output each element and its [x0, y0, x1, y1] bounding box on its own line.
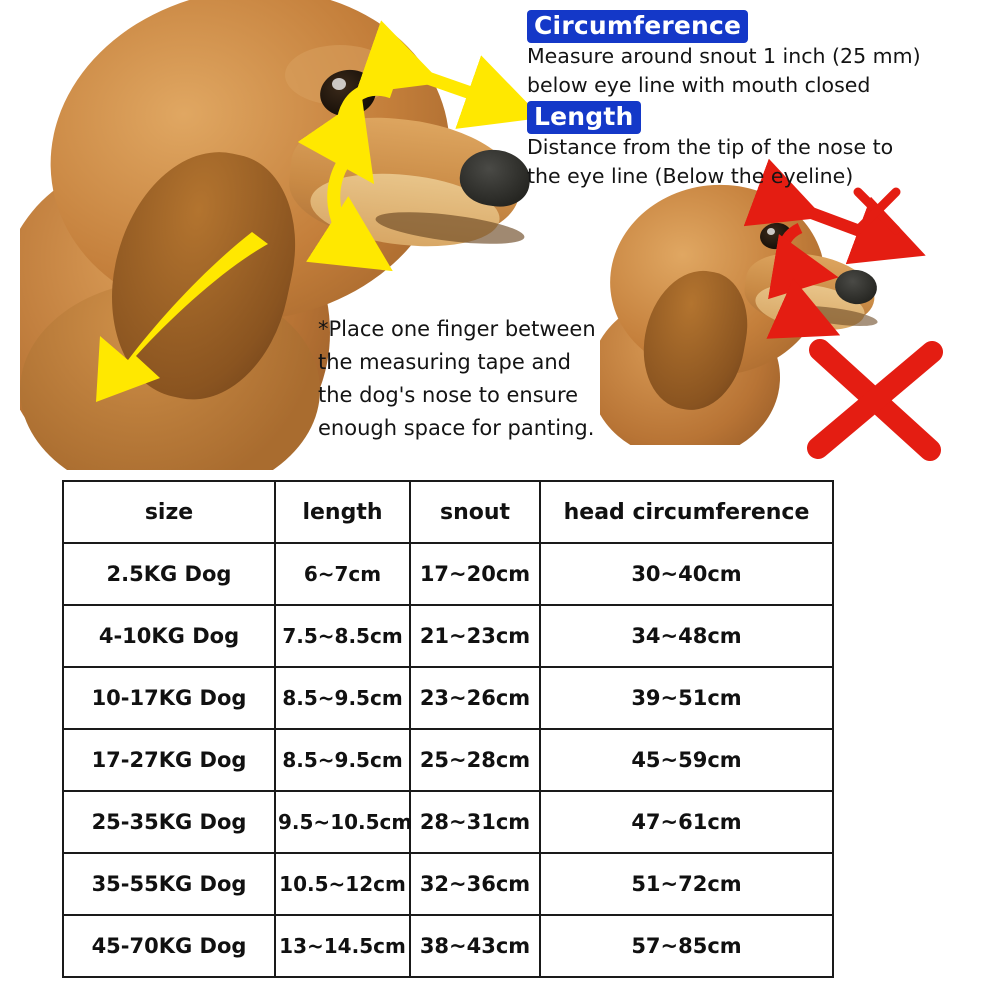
column-header-size: size	[63, 481, 275, 543]
cell-snout: 28~31cm	[410, 791, 540, 853]
description-circumference	[527, 42, 921, 100]
length-desc-line2: the eye line (Below the eyeline)	[527, 164, 854, 188]
description-length	[527, 133, 893, 191]
cell-length: 10.5~12cm	[275, 853, 410, 915]
table-row	[63, 605, 833, 667]
table-row	[63, 729, 833, 791]
cell-snout: 17~20cm	[410, 543, 540, 605]
measurement-illustration	[0, 0, 1000, 470]
cell-head-circumference: 47~61cm	[540, 791, 833, 853]
column-header-snout: snout	[410, 481, 540, 543]
note-line-3: the dog's nose to ensure	[318, 383, 579, 407]
cell-length: 8.5~9.5cm	[275, 729, 410, 791]
panting-note	[318, 313, 596, 445]
cell-length: 9.5~10.5cm	[275, 791, 410, 853]
label-length: Length	[527, 101, 641, 134]
dog-eye-highlight	[332, 78, 346, 90]
cell-snout: 32~36cm	[410, 853, 540, 915]
column-header-head-circumference: head circumference	[540, 481, 833, 543]
cell-size: 35-55KG Dog	[63, 853, 275, 915]
cell-snout: 21~23cm	[410, 605, 540, 667]
circumference-desc-line1: Measure around snout 1 inch (25 mm)	[527, 44, 921, 68]
cell-size: 25-35KG Dog	[63, 791, 275, 853]
cell-snout: 23~26cm	[410, 667, 540, 729]
cell-snout: 38~43cm	[410, 915, 540, 977]
cell-length: 6~7cm	[275, 543, 410, 605]
cell-head-circumference: 39~51cm	[540, 667, 833, 729]
cell-length: 7.5~8.5cm	[275, 605, 410, 667]
cell-size: 45-70KG Dog	[63, 915, 275, 977]
column-header-length: length	[275, 481, 410, 543]
dog-eye-highlight-small	[767, 228, 775, 235]
cell-head-circumference: 30~40cm	[540, 543, 833, 605]
cell-length: 13~14.5cm	[275, 915, 410, 977]
note-line-2: the measuring tape and	[318, 350, 571, 374]
size-chart-table	[62, 480, 834, 978]
note-line-1: *Place one finger between	[318, 317, 596, 341]
circumference-desc-line2: below eye line with mouth closed	[527, 73, 871, 97]
cell-snout: 25~28cm	[410, 729, 540, 791]
cell-head-circumference: 57~85cm	[540, 915, 833, 977]
cell-head-circumference: 51~72cm	[540, 853, 833, 915]
length-desc-line1: Distance from the tip of the nose to	[527, 135, 894, 159]
label-circumference: Circumference	[527, 10, 748, 43]
dog-head-illustration-small	[600, 175, 890, 445]
cell-head-circumference: 34~48cm	[540, 605, 833, 667]
cell-size: 10-17KG Dog	[63, 667, 275, 729]
cell-size: 4-10KG Dog	[63, 605, 275, 667]
table-row	[63, 853, 833, 915]
table-header-row	[63, 481, 833, 543]
note-line-4: enough space for panting.	[318, 416, 595, 440]
table-row	[63, 667, 833, 729]
cell-size: 17-27KG Dog	[63, 729, 275, 791]
table-row	[63, 915, 833, 977]
table-row	[63, 791, 833, 853]
table-row	[63, 543, 833, 605]
cell-size: 2.5KG Dog	[63, 543, 275, 605]
cell-length: 8.5~9.5cm	[275, 667, 410, 729]
cell-head-circumference: 45~59cm	[540, 729, 833, 791]
